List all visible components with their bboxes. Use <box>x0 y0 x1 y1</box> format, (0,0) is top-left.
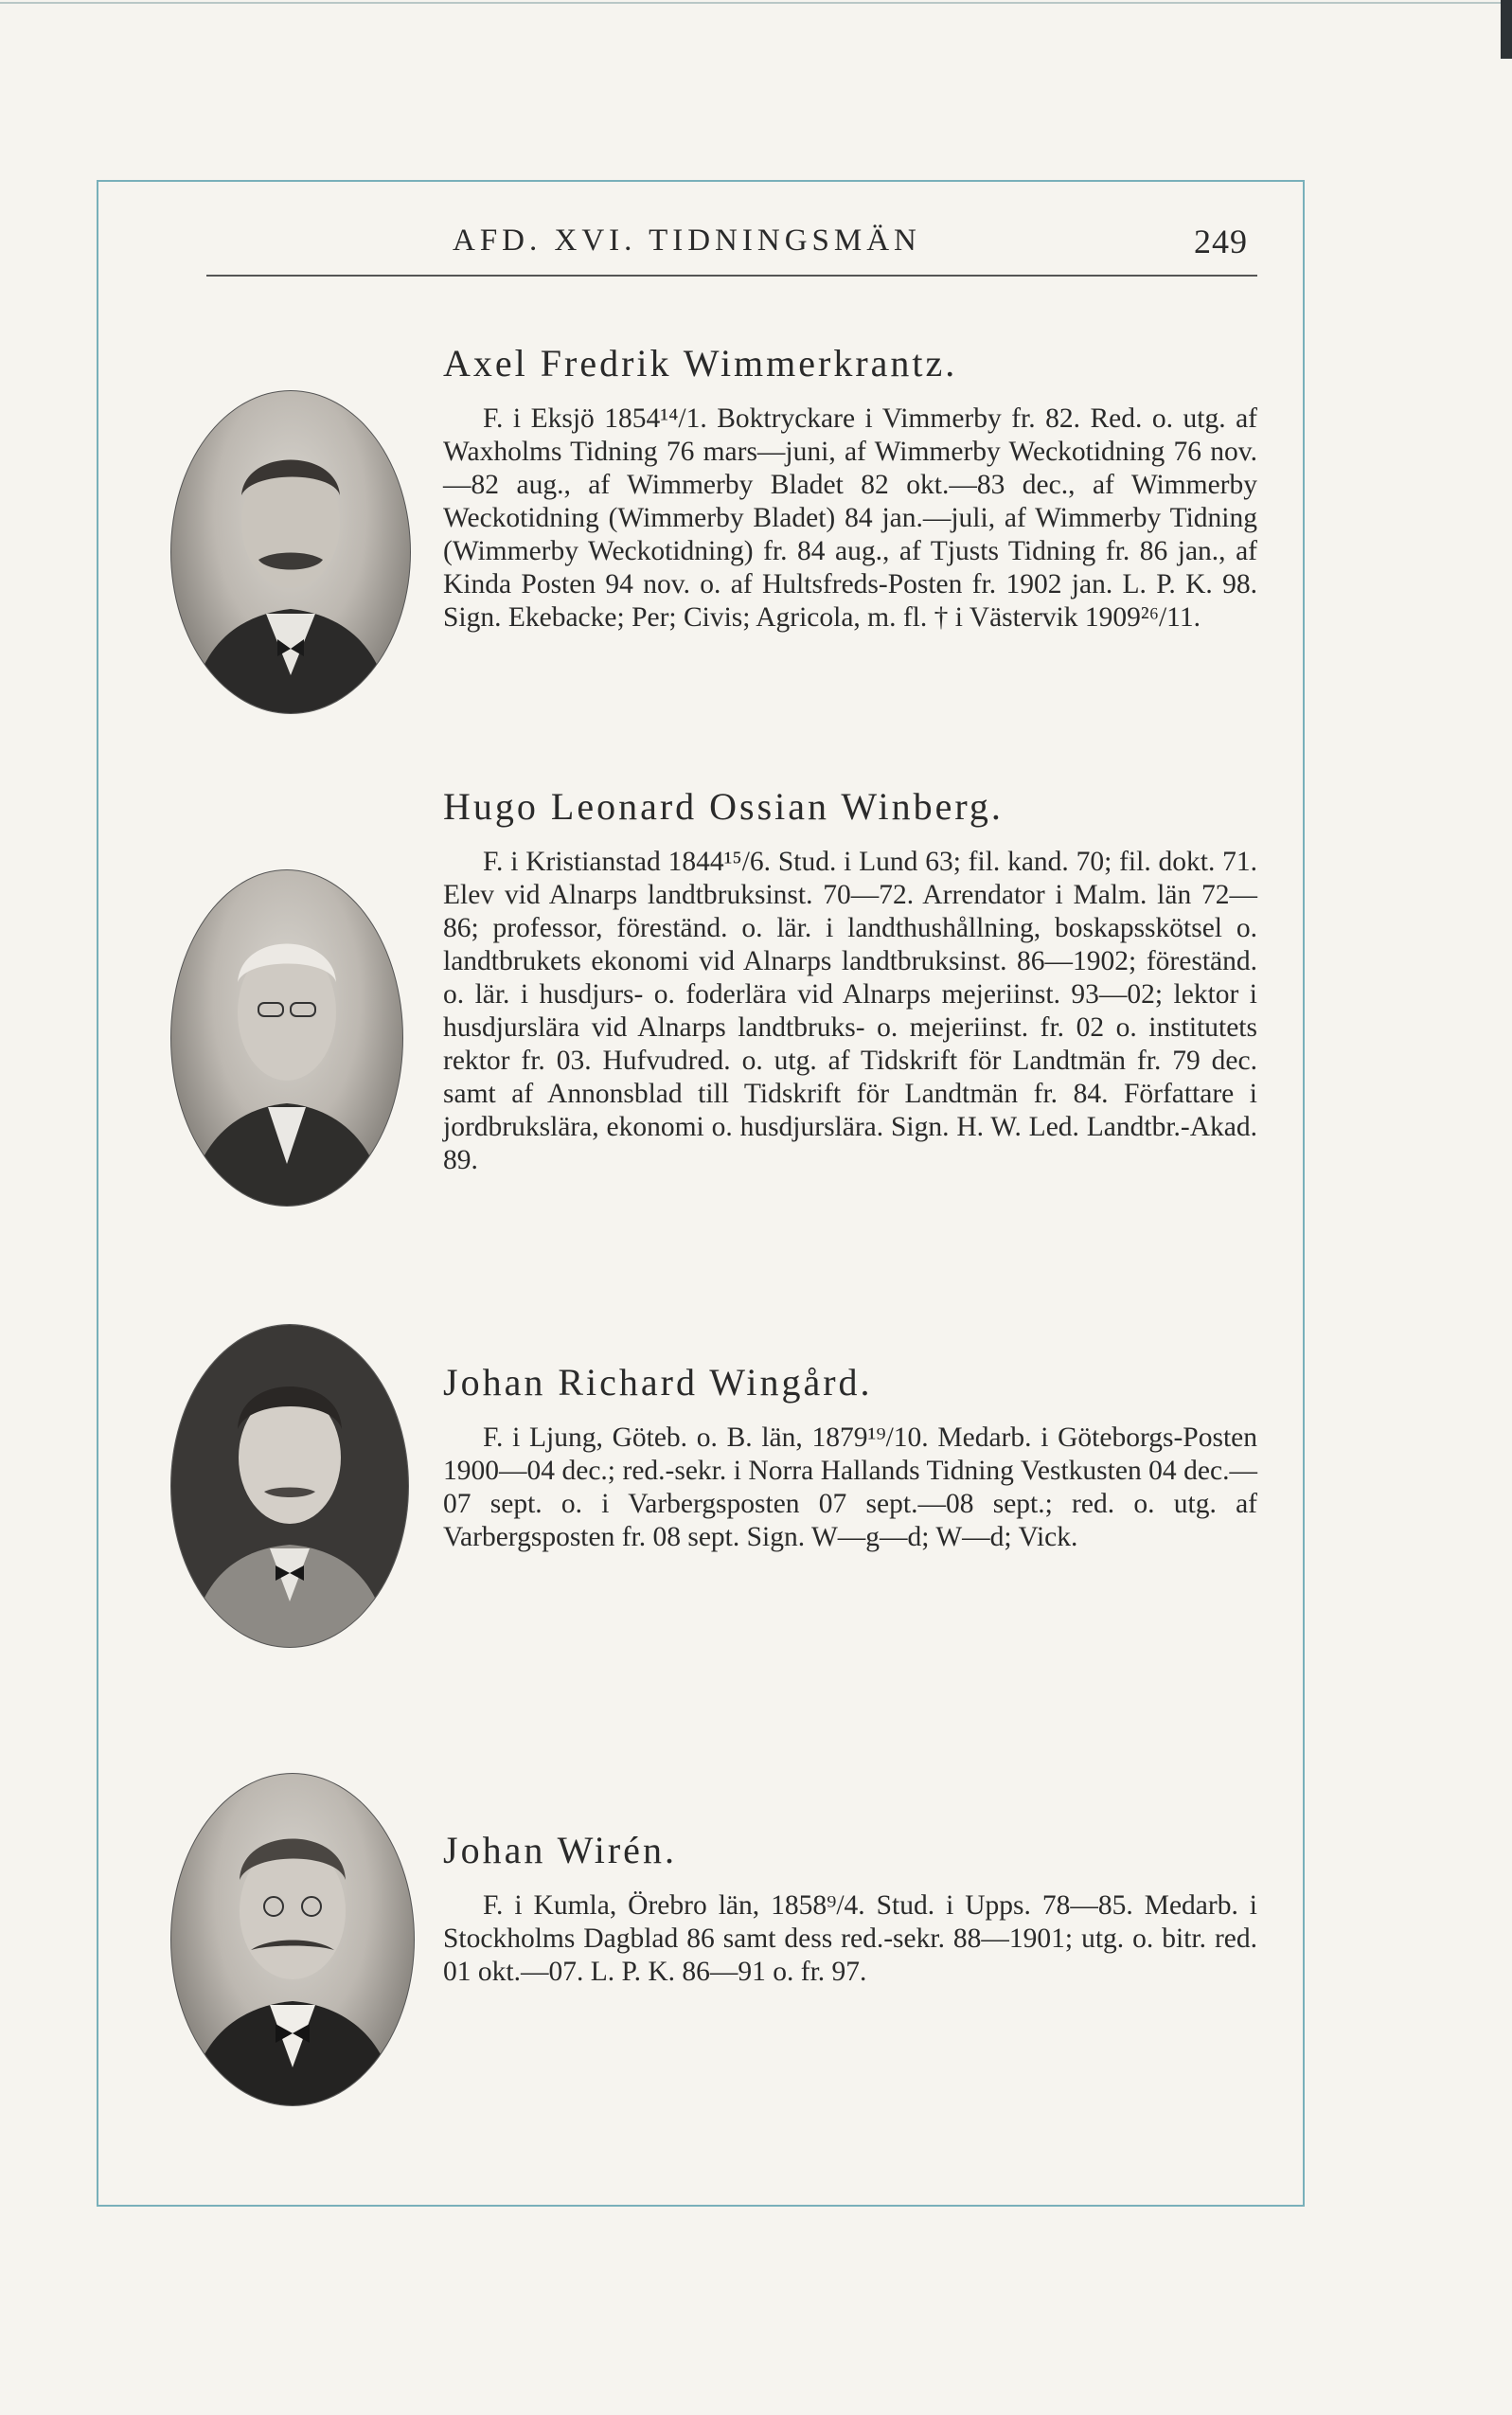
entry-text <box>443 341 1257 635</box>
entry-text <box>443 1360 1257 1554</box>
scan-edge-mark <box>1501 0 1512 59</box>
person-biography: F. i Ljung, Göteb. o. B. län, 1879¹⁹/10. Medarb. i Göteborgs-Posten 1900—04 dec.; red.-sekr. i Norra Hallands Tidning Vestkusten 04 dec.—07 sept. o. i Varbergsposten 07 sept.—08 sept.; red. o. utg. af Varbergsposten fr. 08 sept. Sign. W—g—d; W—d; Vick. <box>443 1422 1257 1552</box>
section-title: AFD. XVI. TIDNINGSMÄN <box>453 224 921 258</box>
portrait-icon <box>171 1325 408 1647</box>
person-name: Johan Wirén. <box>443 1829 677 1871</box>
person-name: Johan Richard Wingård. <box>443 1361 873 1404</box>
portrait-icon <box>171 870 402 1206</box>
portrait-icon <box>171 391 410 713</box>
top-edge-rule <box>0 2 1512 4</box>
portrait-photo <box>170 1324 409 1648</box>
page-number: 249 <box>1194 223 1248 260</box>
entry-text <box>443 1828 1257 1989</box>
page-header <box>206 220 1257 277</box>
portrait-icon <box>171 1774 414 2105</box>
entry-text <box>443 784 1257 1177</box>
person-name: Hugo Leonard Ossian Winberg. <box>443 785 1004 828</box>
portrait-photo <box>170 1773 415 2106</box>
person-biography: F. i Kristianstad 1844¹⁵/6. Stud. i Lund 63; fil. kand. 70; fil. dokt. 71. Elev vid Alnarps landtbruksinst. 70—72. Arrendator i Malm. län 72—86; professor, föreständ. o. lär. i landthushållning, boskapsskötsel o. landtbrukets ekonomi vid Alnarps landtbruksinst. 86—1902; föreständ. o. lär. i husdjurs- o. foderlära vid Alnarps mejeriinst. 93—02; lektor i husdjurslära vid Alnarps landtbruks- o. mejeriinst. fr. 02 o. institutets rektor fr. 03. Hufvudred. o. utg. af Tidskrift för Landtmän fr. 79 dec. samt af Annonsblad till Tidskrift för Landtmän fr. 84. Författare i jordbrukslära, ekonomi o. husdjurslära. Sign. H. W. Led. Landtbr.-Akad. 89. <box>443 847 1257 1175</box>
portrait-photo <box>170 390 411 714</box>
person-biography: F. i Eksjö 1854¹⁴/1. Boktryckare i Vimmerby fr. 82. Red. o. utg. af Waxholms Tidning 76 mars—juni, af Wimmerby Weckotidning 76 nov.—82 aug., af Wimmerby Bladet 82 okt.—83 dec., af Wimmerby Weckotidning (Wimmerby Bladet) 84 jan.—juli, af Wimmerby Tidning (Wimmerby Weckotidning) fr. 84 aug., af Tjusts Tidning fr. 86 jan., af Kinda Posten 94 nov. o. af Hultsfreds-Posten fr. 1902 jan. L. P. K. 98. Sign. Ekebacke; Per; Civis; Agricola, m. fl. † i Västervik 1909²⁶/11. <box>443 403 1257 633</box>
person-biography: F. i Kumla, Örebro län, 1858⁹/4. Stud. i Upps. 78—85. Medarb. i Stockholms Dagblad 86 samt dess red.-sekr. 88—1901; utg. o. bitr. red. 01 okt.—07. L. P. K. 86—91 o. fr. 97. <box>443 1890 1257 1987</box>
portrait-photo <box>170 869 403 1207</box>
person-name: Axel Fredrik Wimmerkrantz. <box>443 342 958 385</box>
